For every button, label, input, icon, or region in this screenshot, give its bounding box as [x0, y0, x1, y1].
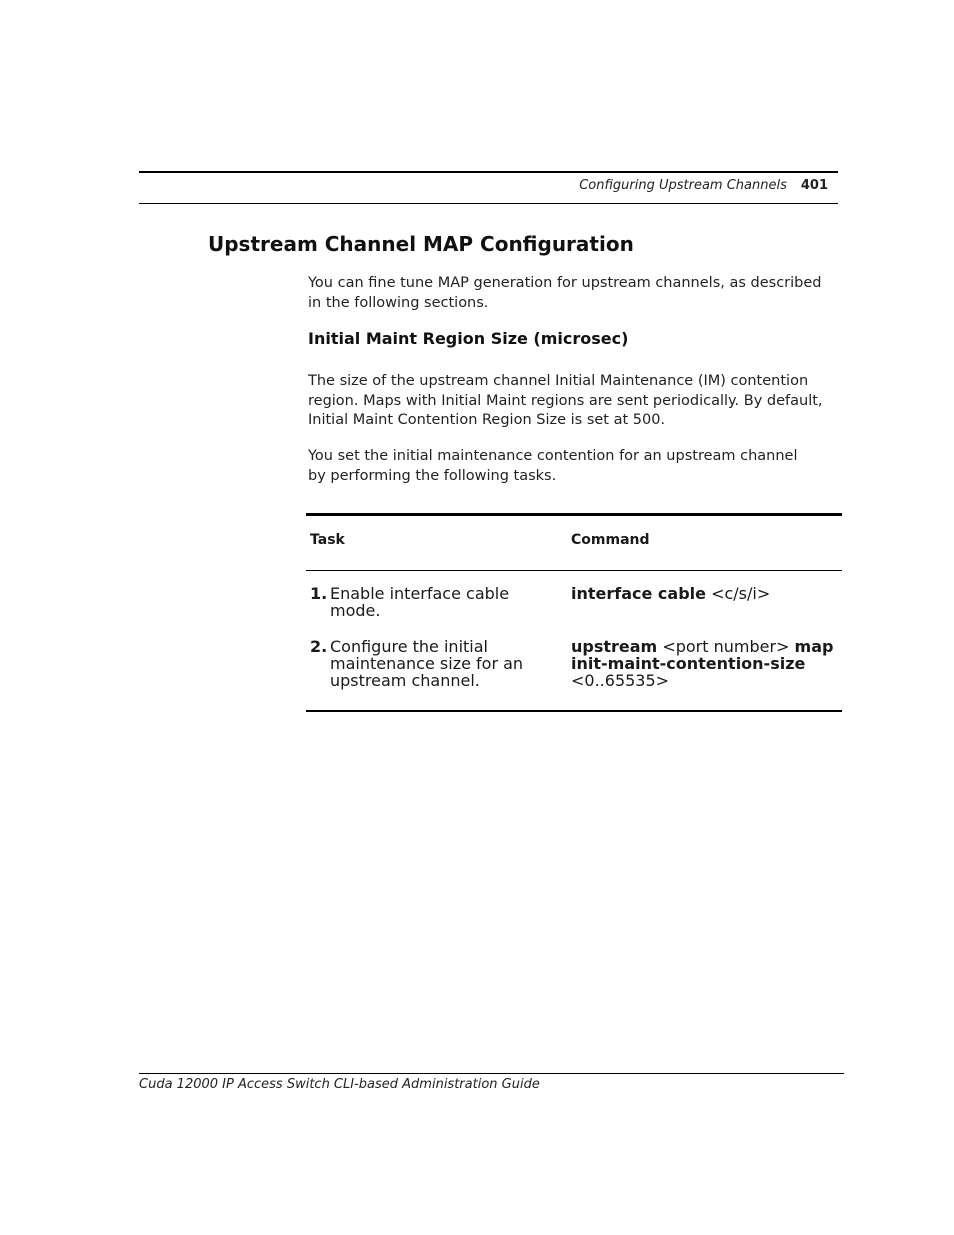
header-bottom-rule: [139, 203, 838, 204]
footer-rule: [139, 1073, 844, 1074]
command-keyword: interface cable: [571, 584, 706, 603]
table-header-rule: [306, 570, 842, 571]
footer-book-title: Cuda 12000 IP Access Switch CLI-based Administration Guide: [139, 1077, 540, 1092]
table-top-rule: [306, 513, 842, 516]
table-header-command: Command: [571, 532, 650, 548]
table-bottom-rule: [306, 710, 842, 712]
command-keyword: map: [794, 637, 834, 656]
command-argument: <port number>: [657, 637, 795, 656]
row-number: 2.: [310, 637, 328, 656]
intro-paragraph: You can fine tune MAP generation for upstream channels, as described in the following sections.: [308, 275, 822, 311]
running-head: [560, 178, 828, 193]
command-argument: <c/s/i>: [706, 584, 771, 603]
page-number: 401: [800, 178, 828, 193]
row-task: Enable interface cable mode.: [330, 584, 510, 620]
tasks-intro-paragraph: You set the initial maintenance contention for an upstream channel by performing the following tasks.: [308, 448, 798, 484]
page-title: Upstream Channel MAP Configuration: [208, 232, 634, 256]
running-head-section: Configuring Upstream Channels: [579, 178, 787, 193]
row-task: Configure the initial maintenance size for an upstream channel.: [330, 637, 524, 690]
row-number: 1.: [310, 584, 328, 603]
table-header-task: Task: [310, 532, 345, 548]
command-keyword: upstream: [571, 637, 658, 656]
command-argument: <0..65535>: [571, 671, 670, 690]
description-paragraph: The size of the upstream channel Initial Maintenance (IM) contention region. Maps with Initial Maint regions are sent periodically. By default, Initial Maint Contention Region Size is set at 500.: [308, 373, 823, 428]
row-command: [571, 585, 839, 602]
row-command: [571, 638, 839, 689]
command-keyword: init-maint-contention-size: [571, 654, 806, 673]
subsection-title: Initial Maint Region Size (microsec): [308, 329, 629, 348]
header-top-rule: [139, 171, 838, 173]
